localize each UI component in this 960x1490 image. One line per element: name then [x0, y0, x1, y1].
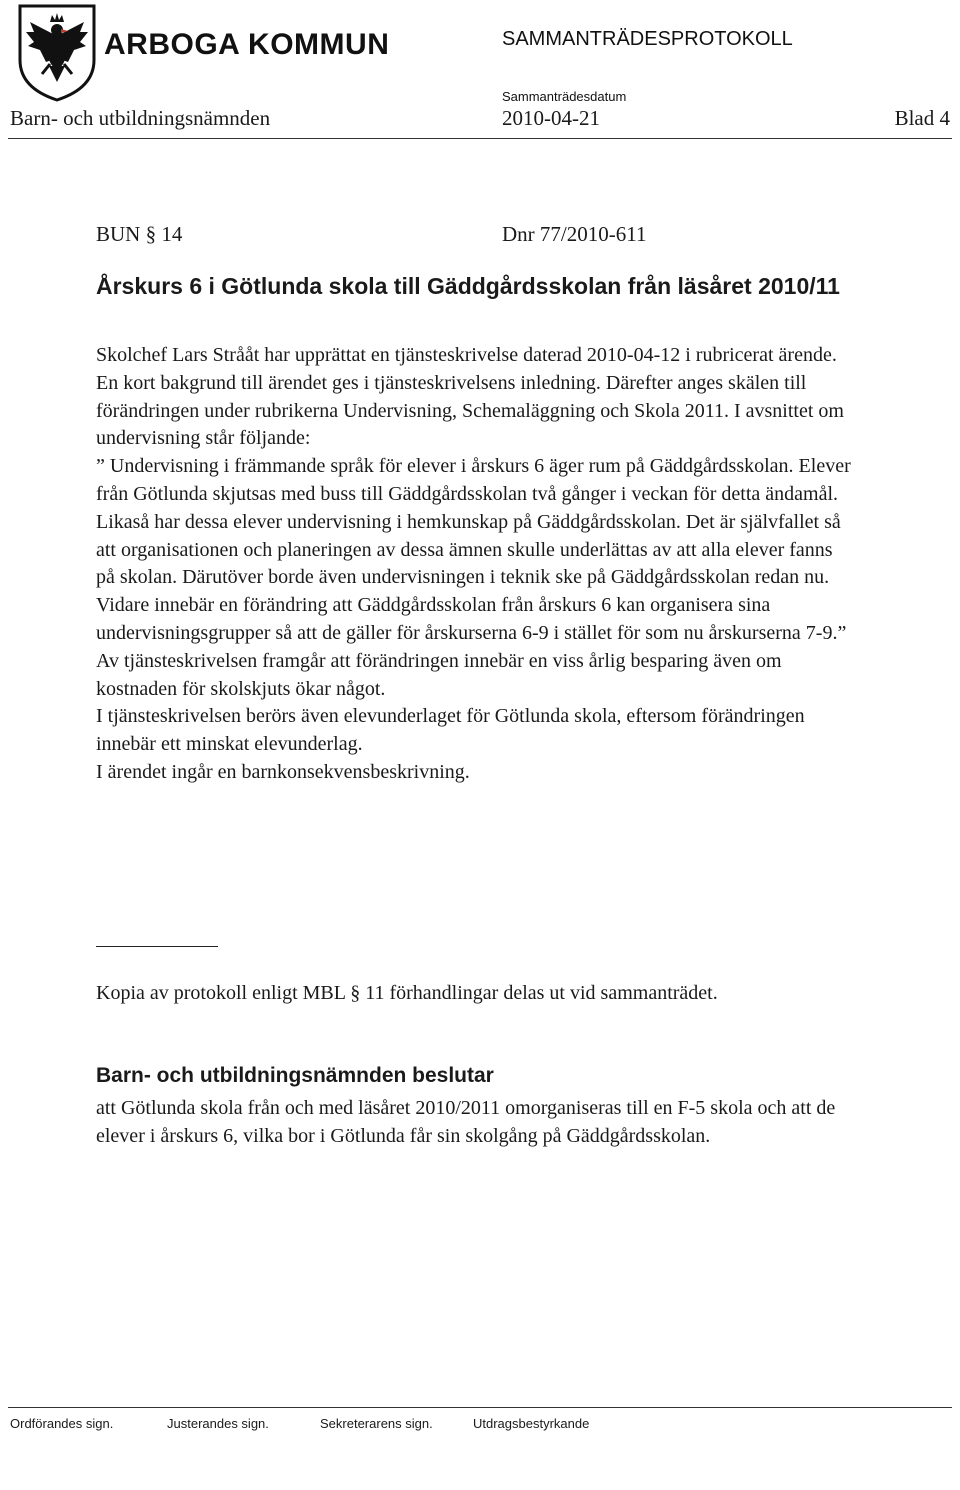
brand-name: ARBOGA KOMMUN [104, 28, 390, 61]
body-paragraph: I tjänsteskrivelsen berörs även elevunderlaget för Götlunda skola, eftersom förändringen innebär ett minskat elevunderlag. [96, 705, 805, 756]
header-divider [8, 138, 952, 139]
mbl-note: Kopia av protokoll enligt MBL § 11 förhandlingar delas ut vid sammanträdet. [96, 982, 718, 1004]
case-body [96, 342, 856, 787]
body-paragraph: Av tjänsteskrivelsen framgår att förändringen innebär en viss årlig besparing även om kostnaden för skolskjuts ökar något. [96, 649, 782, 700]
meeting-date-label: Sammanträdesdatum [502, 89, 627, 104]
registry-number: Dnr 77/2010-611 [502, 222, 647, 246]
case-number: BUN § 14 [96, 222, 183, 246]
body-paragraph: Skolchef Lars Strååt har upprättat en tjänsteskrivelse daterad 2010-04-12 i rubricerat ärende. En kort bakgrund till ärendet ges i tjänsteskrivelsens inledning. Därefter anges skälen till förändringen under rubrikerna Undervisning, Schemaläggning och Skola 2011. I avsnittet om undervisning står följande: [96, 344, 844, 450]
coat-of-arms-eagle-icon [16, 2, 98, 102]
body-paragraph: Vidare innebär en förändring att Gäddgårdsskolan från årskurs 6 kan organisera sina undervisningsgrupper så att de gäller för årskurserna 6-9 i stället för som nu årskurserna 7-9.” [96, 594, 847, 644]
footer-divider [8, 1407, 952, 1408]
section-separator [96, 946, 218, 947]
page-number: Blad 4 [894, 106, 950, 130]
certified-extract-label: Utdragsbestyrkande [473, 1416, 590, 1431]
decision-text: att Götlunda skola från och med läsåret 2010/2011 omorganiseras till en F-5 skola och att de elever i årskurs 6, vilka bor i Götlunda får sin skolgång på Gäddgårdsskolan. [96, 1097, 836, 1147]
chair-signature-label: Ordförandes sign. [10, 1416, 114, 1431]
case-title: Årskurs 6 i Götlunda skola till Gäddgårdsskolan från läsåret 2010/11 [96, 273, 840, 299]
secretary-signature-label: Sekreterarens sign. [320, 1416, 433, 1431]
meeting-date: 2010-04-21 [502, 106, 600, 130]
committee-name: Barn- och utbildningsnämnden [10, 106, 271, 130]
body-paragraph: I ärendet ingår en barnkonsekvensbeskrivning. [96, 760, 470, 783]
document-type: SAMMANTRÄDESPROTOKOLL [502, 28, 793, 50]
body-quote: ” Undervisning i främmande språk för elever i årskurs 6 äger rum på Gäddgårdsskolan. Elever från Götlunda skjutsas med buss till Gäddgårdsskolan två gånger i veckan för detta ändamål. Likaså har dessa elever undervisning i hemkunskap på Gäddgårdsskolan. Det är självfallet så att organisationen och planeringen av dessa ämnen skulle underlättas av att alla elever fanns på skolan. Därutöver borde även undervisningen i teknik ske på Gäddgårdsskolan redan nu. [96, 455, 851, 589]
decision-heading: Barn- och utbildningsnämnden beslutar [96, 1064, 494, 1087]
adjuster-signature-label: Justerandes sign. [167, 1416, 269, 1431]
